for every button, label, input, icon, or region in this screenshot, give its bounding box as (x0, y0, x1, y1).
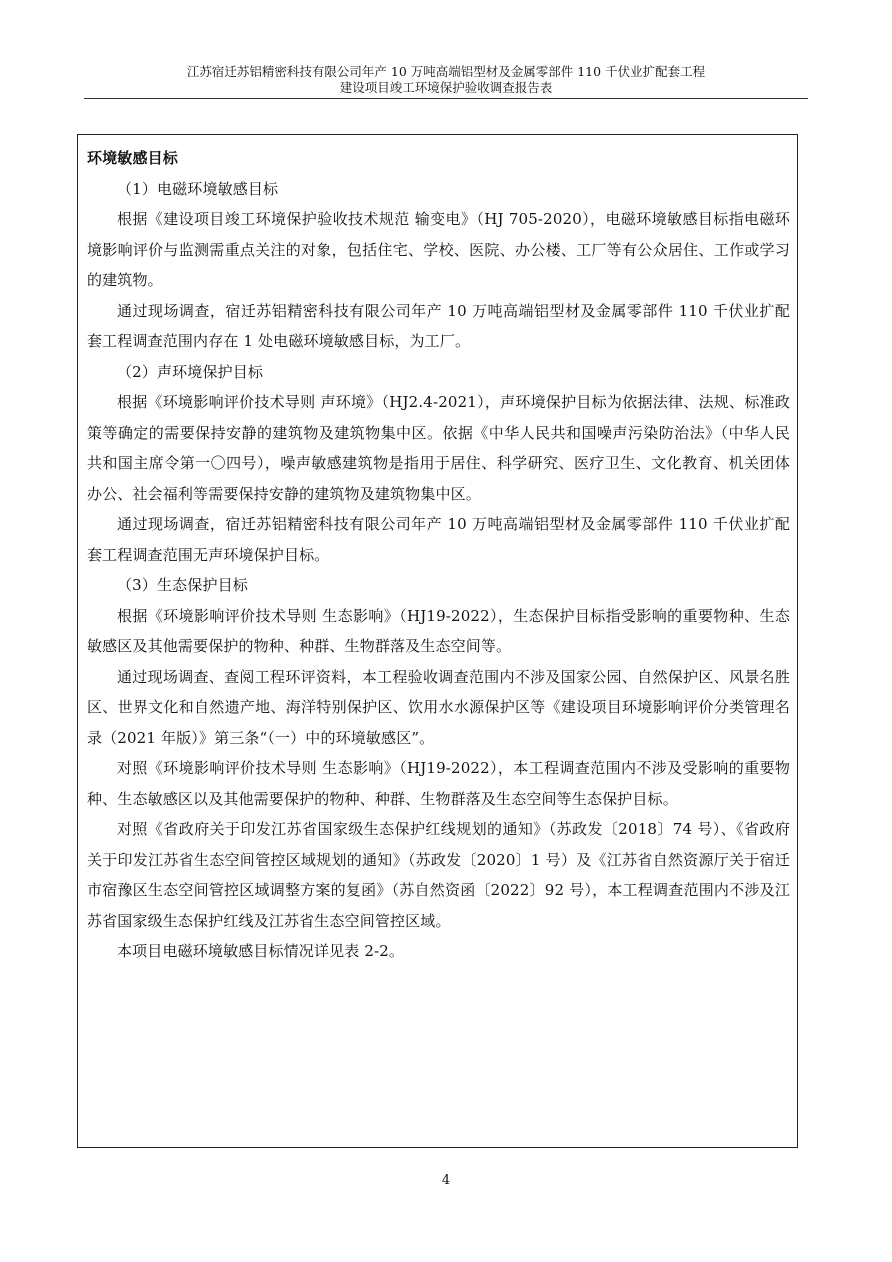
paragraph-6: 通过现场调查、查阅工程环评资料，本工程验收调查范围内不涉及国家公园、自然保护区、风景名胜区、世界文化和自然遗产地、海洋特别保护区、饮用水水源保护区等《建设项目环境影响评价分类管理名录（2021 年版）》第三条“（一）中的环境敏感区”。 (87, 667, 790, 747)
subsection-electromagnetic: （1）电磁环境敏感目标 (117, 179, 279, 198)
subsection-acoustic: （2）声环境保护目标 (117, 362, 264, 381)
paragraph-1: 根据《建设项目竣工环境保护验收技术规范 输变电》（HJ 705-2020），电磁环境敏感目标指电磁环境影响评价与监测需重点关注的对象，包括住宅、学校、医院、办公楼、工厂等有公众居住、工作或学习的建筑物。 (87, 210, 790, 289)
subsection-ecological: （3）生态保护目标 (117, 576, 248, 594)
paragraph-7: 对照《环境影响评价技术导则 生态影响》（HJ19-2022），本工程调查范围内不涉及受影响的重要物种、生态敏感区以及其他需要保护的物种、种群、生物群落及生态空间等生态保护目标。 (87, 759, 790, 808)
paragraph-8: 对照《省政府关于印发江苏省国家级生态保护红线规划的通知》（苏政发〔2018〕74 号）、《省政府关于印发江苏省生态空间管控区域规划的通知》（苏政发〔2020〕1 号）及《江苏省自然资源厅关于宿迁市宿豫区生态空间管控区域调整方案的复函》（苏自然资函〔2022〕92 号），本工程调查范围内不涉及江苏省国家级生态保护红线及江苏省生态空间管控区域。 (87, 820, 790, 930)
document-header (84, 64, 808, 96)
paragraph-3: 根据《环境影响评价技术导则 声环境》（HJ2.4-2021），声环境保护目标为依据法律、法规、标准政策等确定的需要保持安静的建筑物及建筑物集中区。依据《中华人民共和国噪声污染防治法》（中华人民共和国主席令第一〇四号），噪声敏感建筑物是指用于居住、科学研究、医疗卫生、文化教育、机关团体办公、社会福利等需要保持安静的建筑物及建筑物集中区。 (87, 393, 790, 503)
paragraph-9: 本项目电磁环境敏感目标情况详见表 2-2。 (117, 942, 405, 960)
content-body (87, 143, 790, 967)
page-number: 4 (441, 1173, 451, 1188)
paragraph-5: 根据《环境影响评价技术导则 生态影响》（HJ19-2022），生态保护目标指受影响的重要物种、生态敏感区及其他需要保护的物种、种群、生物群落及生态空间等。 (87, 606, 790, 655)
section-title: 环境敏感目标 (87, 149, 178, 167)
header-divider (84, 98, 808, 99)
paragraph-2: 通过现场调查，宿迁苏铝精密科技有限公司年产 10 万吨高端铝型材及金属零部件 110 千伏业扩配套工程调查范围内存在 1 处电磁环境敏感目标，为工厂。 (87, 301, 790, 350)
header-project-title: 江苏宿迁苏铝精密科技有限公司年产 10 万吨高端铝型材及金属零部件 110 千伏业扩配套工程 (186, 64, 706, 79)
content-table-cell (77, 134, 798, 1148)
paragraph-4: 通过现场调查，宿迁苏铝精密科技有限公司年产 10 万吨高端铝型材及金属零部件 110 千伏业扩配套工程调查范围无声环境保护目标。 (87, 515, 790, 564)
header-report-title: 建设项目竣工环境保护验收调查报告表 (339, 80, 553, 95)
